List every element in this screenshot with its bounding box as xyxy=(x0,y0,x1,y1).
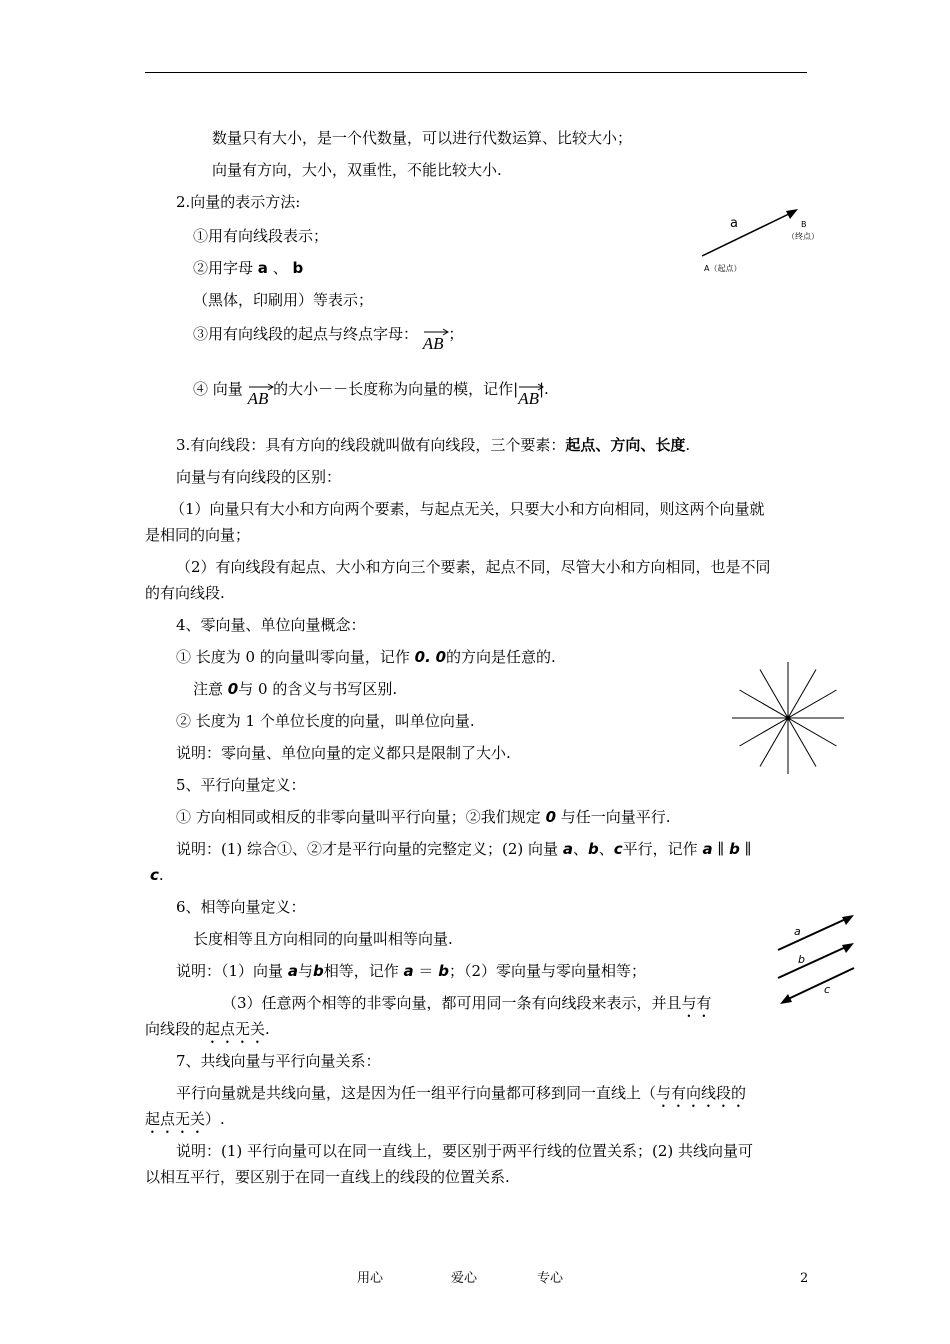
text-span: ＝ xyxy=(418,962,434,980)
emphasis-text: 起点无关 xyxy=(145,1110,206,1128)
vector-b-line xyxy=(778,946,848,978)
text-line: （黑体，印刷用）等表示； xyxy=(193,291,374,309)
section-heading: 2.向量的表示方法: xyxy=(176,193,301,211)
parallel-symbol: ∥ xyxy=(717,840,725,858)
vector-symbol: b xyxy=(587,840,599,858)
text-span: 平行，记作 xyxy=(622,840,698,858)
text-span: 向线段的 xyxy=(145,1020,206,1038)
point-label-b: B xyxy=(801,220,807,229)
emphasis-text: 与有向线段的 xyxy=(656,1084,747,1102)
label-a: a xyxy=(794,925,801,938)
footer-left: 用心 xyxy=(357,1271,384,1286)
text-span: 、 xyxy=(572,840,588,858)
arrow-over-icon xyxy=(518,383,544,391)
text-span: . xyxy=(265,1020,270,1038)
text-span: ； xyxy=(448,325,464,343)
text-line: （2）有向线段有起点、大小和方向三个要素，起点不同，尽管大小和方向相同，也是不同 xyxy=(176,558,771,576)
text-line xyxy=(222,993,712,1021)
text-line: 的有向线段. xyxy=(145,584,225,602)
vector-ab xyxy=(518,383,539,409)
vector-ab-label: AB xyxy=(247,389,269,408)
header-rule xyxy=(145,72,807,73)
text-line: 长度相等且方向相同的向量叫相等向量. xyxy=(193,930,453,948)
parallel-symbol: ∥ xyxy=(744,840,752,858)
zero-vector-symbol: 0 xyxy=(545,808,556,826)
text-line: 以相互平行，要区别于在同一直线上的线段的位置关系. xyxy=(145,1168,510,1186)
text-span: 、 xyxy=(272,259,288,277)
section-heading: 5、平行向量定义： xyxy=(176,776,306,794)
section-heading: 6、相等向量定义： xyxy=(176,898,306,916)
start-label: A（起点） xyxy=(704,264,742,273)
end-label: （终点） xyxy=(787,232,819,241)
text-span: 与任一向量平行. xyxy=(560,808,671,826)
text-span: ③用有向线段的起点与终点字母： xyxy=(193,325,419,343)
arrow-over-icon xyxy=(248,383,274,391)
emphasis-text: 与有 xyxy=(681,994,712,1012)
segment-label-a: a xyxy=(730,216,738,231)
text-line xyxy=(150,865,164,885)
arrowhead-icon xyxy=(842,915,854,925)
text-line: 数量只有大小，是一个代数量，可以进行代数运算、比较大小； xyxy=(212,129,633,147)
text-line xyxy=(176,807,671,827)
vector-symbol: c xyxy=(613,840,623,858)
vector-symbol: c xyxy=(150,866,159,884)
label-b: b xyxy=(798,953,805,966)
text-line xyxy=(176,839,752,859)
text-line xyxy=(193,679,397,699)
vector-symbol: b xyxy=(729,840,740,858)
text-span: 说明：（1）向量 xyxy=(176,962,284,980)
vector-symbol: a xyxy=(562,840,573,858)
text-line xyxy=(145,1109,225,1137)
text-line: 向量有方向，大小，双重性，不能比较大小. xyxy=(212,161,502,179)
vector-c-line xyxy=(786,968,854,1000)
text-span: ②用字母 xyxy=(193,259,254,277)
segment-line xyxy=(702,212,793,256)
vector-ab-label: AB xyxy=(518,389,539,408)
text-span: （3）任意两个相等的非零向量，都可用同一条有向线段来表示，并且 xyxy=(222,994,682,1012)
text-line: ② 长度为 1 个单位长度的向量，叫单位向量. xyxy=(176,712,475,730)
text-line xyxy=(176,961,646,981)
section-heading: 7、共线向量与平行向量关系： xyxy=(176,1052,381,1070)
text-line: ①用有向线段表示； xyxy=(193,227,329,245)
text-line: 向量与有向线段的区别： xyxy=(176,468,342,486)
text-span: 的方向是任意的. xyxy=(446,648,556,666)
zero-vector-star-figure xyxy=(730,660,846,776)
text-line xyxy=(176,1083,746,1111)
vector-symbol: a xyxy=(702,840,713,858)
equal-vectors-figure xyxy=(772,908,862,1018)
text-span: ① 长度为 0 的向量叫零向量，记作 xyxy=(176,648,410,666)
vector-a-line xyxy=(778,918,848,950)
text-span: ④ 向量 xyxy=(193,380,243,398)
text-span: . xyxy=(158,866,164,884)
text-span: 相等，记作 xyxy=(323,962,399,980)
vector-symbol: a xyxy=(257,259,268,277)
text-span: 注意 xyxy=(193,680,224,698)
text-span: 平行向量就是共线向量，这是因为任一组平行向量都可移到同一直线上（ xyxy=(176,1084,657,1102)
text-span: . xyxy=(685,436,691,454)
emphasis-text: 起点无关 xyxy=(205,1020,266,1038)
footer-middle: 爱心 xyxy=(451,1271,478,1286)
text-span: 与 0 的含义与书写区别. xyxy=(238,680,398,698)
zero-vector-symbol: 0 xyxy=(227,680,239,698)
bold-text: 起点、方向、长度 xyxy=(565,436,686,454)
text-span: |. xyxy=(538,380,549,398)
vector-symbol: a xyxy=(287,962,298,980)
zero-vector-symbol: 0 xyxy=(435,648,446,666)
text-line: 说明：(1) 平行向量可以在同一直线上，要区别于两平行线的位置关系；(2) 共线向量可 xyxy=(176,1142,754,1160)
text-line: 是相同的向量； xyxy=(145,526,251,544)
origin-point xyxy=(786,716,791,721)
vector-symbol: b xyxy=(312,962,324,980)
vector-ab-label: AB xyxy=(422,334,444,353)
text-span: 说明：(1) 综合①、②才是平行向量的完整定义；(2) 向量 xyxy=(176,840,559,858)
text-line xyxy=(193,258,303,278)
text-span: 的大小－－长度称为向量的模，记作| xyxy=(273,380,519,398)
arrowhead-icon xyxy=(780,994,792,1004)
text-span: 3.有向线段：具有方向的线段就叫做有向线段，三个要素： xyxy=(176,436,566,454)
text-span: 、 xyxy=(598,840,614,858)
text-line: （1）向量只有大小和方向两个要素，与起点无关，只要大小和方向相同，则这两个向量就 xyxy=(170,500,765,518)
vector-ab xyxy=(423,328,444,354)
text-span: ① 方向相同或相反的非零向量叫平行向量；②我们规定 xyxy=(176,808,541,826)
page-number: 2 xyxy=(800,1271,809,1286)
text-line xyxy=(176,647,556,667)
text-span: ；（2）零向量与零向量相等； xyxy=(448,962,647,980)
text-line xyxy=(193,379,549,409)
arrow-over-icon xyxy=(423,328,449,336)
section-heading: 4、零向量、单位向量概念： xyxy=(176,616,366,634)
arrowhead-icon xyxy=(842,943,854,953)
text-line xyxy=(145,1019,270,1047)
text-span: 与 xyxy=(297,962,313,980)
text-line: 说明：零向量、单位向量的定义都只是限制了大小. xyxy=(176,744,511,762)
vector-symbol: b xyxy=(438,962,449,980)
arrowhead-icon xyxy=(786,209,798,219)
text-line xyxy=(193,324,463,354)
label-c: c xyxy=(824,983,831,996)
text-line xyxy=(176,435,690,455)
vector-symbol: b xyxy=(292,259,304,277)
text-span: ）. xyxy=(205,1110,225,1128)
footer-right: 专心 xyxy=(537,1271,564,1286)
zero-vector-symbol: 0. xyxy=(414,648,431,666)
vector-symbol: a xyxy=(403,962,414,980)
vector-ab xyxy=(248,383,269,409)
directed-segment-figure xyxy=(690,200,840,280)
